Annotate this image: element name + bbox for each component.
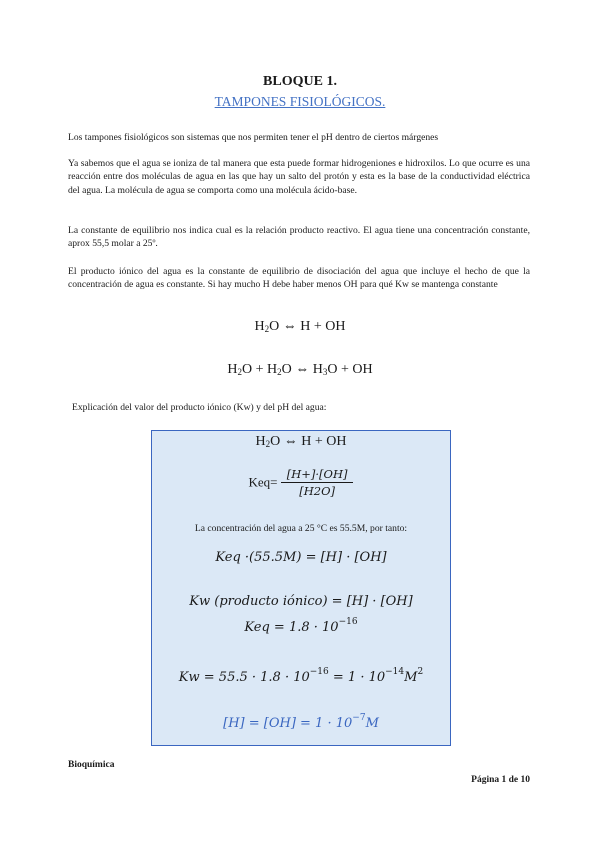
eq1-rest: O ⇔ H + OH	[269, 319, 346, 334]
eq1-sub: 2	[264, 324, 270, 334]
footer-page-number: Página 1 de 10	[471, 775, 530, 785]
box-eq-sub: 2	[265, 439, 271, 449]
paragraph-2: Ya sabemos que el agua se ioniza de tal manera que esta puede formar hidrogeniones e hidroxilos. Lo que ocurre es una reacción entre dos moléculas de agua en las que hay un salto del protón y esta es la base de la conductividad eléctrica del agua. La molécula de agua se comporta como una molécula ácido-base.	[68, 158, 530, 196]
explanation-box	[151, 430, 451, 746]
fraction-denominator: [H2O]	[299, 484, 335, 498]
explanation-label: Explicación del valor del producto iónico (Kw) y del pH del agua:	[72, 402, 327, 413]
keq-fraction-row	[152, 467, 450, 498]
paragraph-1: Los tampones fisiológicos son sistemas que nos permiten tener el pH dentro de ciertos márgenes	[68, 132, 439, 143]
equation-2	[0, 362, 600, 378]
keq-fraction	[281, 467, 354, 498]
kw-line: Kw (producto iónico) = [H] · [OH]	[189, 594, 413, 609]
paragraph-4: El producto iónico del agua es la constante de equilibrio de disociación del agua que incluye el hecho de que la concentración de agua es constante. Si hay mucho H debe haber menos OH para qué Kw se mantenga constante	[68, 266, 530, 291]
h-oh-line	[152, 713, 450, 731]
eq2-sub2: 2	[277, 367, 282, 377]
page-title: BLOQUE 1.	[263, 74, 337, 89]
keq-value-base: Keq = 1.8 · 10	[244, 620, 339, 635]
kw-value-exp2: −14	[385, 667, 405, 677]
kw-value-exp3: 2	[417, 667, 424, 677]
concentration-text: La concentración del agua a 25 °C es 55.5M, por tanto:	[194, 523, 408, 534]
eq1-h: H	[254, 319, 265, 334]
h-oh-exp: −7	[352, 713, 366, 723]
kw-value-exp1: −16	[309, 667, 329, 677]
keq-value-exp: −16	[338, 617, 358, 627]
equation-1	[0, 319, 600, 335]
kw-value-mid: = 1 · 10	[332, 670, 386, 685]
eq2-c: O + OH	[327, 362, 373, 377]
kw-value-line	[152, 667, 450, 685]
eq2-sub3: 3	[322, 367, 328, 377]
eq2-b: O ⇔ H	[281, 362, 323, 377]
fraction-numerator: [H+]·[OH]	[281, 467, 354, 483]
box-equation	[152, 434, 450, 450]
keq-line: Keq ·(55.5M) = [H] · [OH]	[215, 550, 387, 565]
kw-value-unit: M	[404, 670, 418, 685]
eq2-h1: H	[227, 362, 238, 377]
box-eq-rest: O ⇔ H + OH	[270, 434, 347, 449]
keq-label: Keq=	[248, 474, 278, 490]
kw-value-base: Kw = 55.5 · 1.8 · 10	[178, 670, 310, 685]
h-oh-base: [H] = [OH] = 1 · 10	[223, 716, 353, 731]
eq2-a: O + H	[242, 362, 278, 377]
keq-value-line	[152, 617, 450, 635]
box-eq-h: H	[255, 434, 266, 449]
h-oh-unit: M	[365, 716, 379, 731]
footer-subject: Bioquímica	[68, 760, 115, 770]
paragraph-3: La constante de equilibrio nos indica cual es la relación producto reactivo. El agua tiene una concentración constante, aprox 55,5 molar a 25º.	[68, 225, 530, 250]
eq2-sub1: 2	[237, 367, 243, 377]
section-title: TAMPONES FISIOLÓGICOS.	[214, 94, 386, 109]
